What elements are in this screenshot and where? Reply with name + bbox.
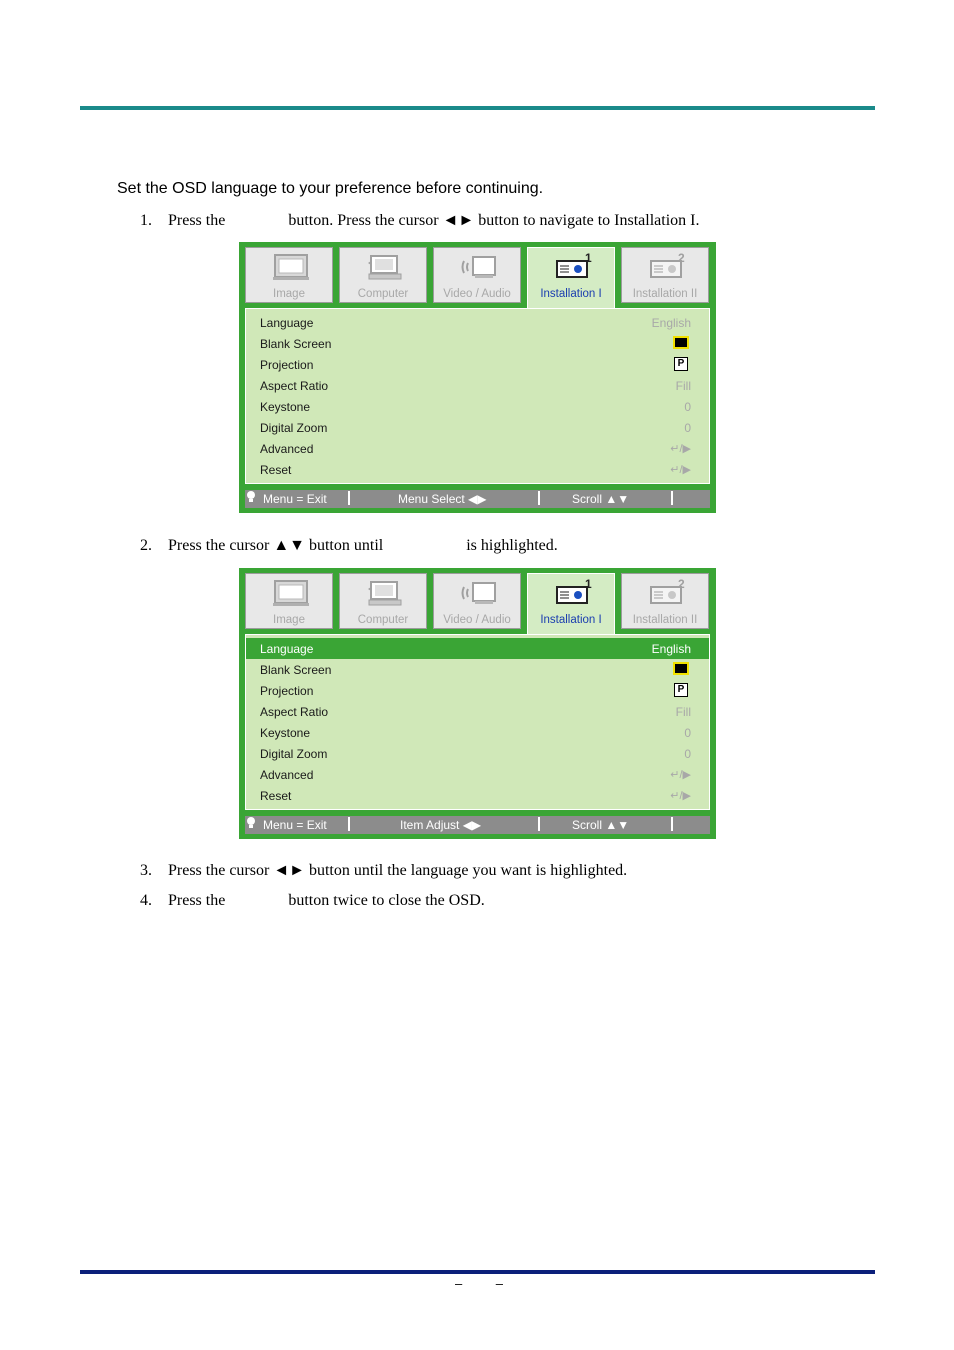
image-icon: [273, 579, 309, 607]
menu-item-value: English: [651, 642, 691, 656]
menu-item-label: Projection: [260, 684, 314, 698]
step-number: 4.: [140, 892, 152, 909]
enter-arrow-icon: ↵/▶: [670, 790, 691, 802]
menu-item-language[interactable]: [246, 638, 709, 659]
footer-scroll-hint: Scroll ▲▼: [572, 818, 630, 832]
step-text-post: is highlighted.: [466, 537, 558, 554]
menu-item-label: Keystone: [260, 400, 311, 414]
enter-arrow-icon: ↵/▶: [670, 769, 691, 781]
footer-exit-hint: Menu = Exit: [263, 818, 327, 832]
step-text-post: button. Press the cursor ◄► button to navigate to Installation I.: [288, 212, 700, 229]
tab-label: Computer: [357, 614, 409, 626]
projection-icon: P: [674, 683, 688, 697]
installation-1-icon: [555, 253, 591, 281]
svg-text:2: 2: [678, 251, 685, 265]
footer-select-hint: Menu Select ◀▶: [398, 492, 487, 506]
video-audio-icon: [461, 579, 497, 607]
menu-item-value: Fill: [675, 379, 691, 393]
enter-arrow-icon: ↵/▶: [670, 443, 691, 455]
computer-icon: [367, 253, 403, 281]
osd-tabs: [245, 573, 710, 635]
menu-item-blank-screen[interactable]: [246, 659, 709, 680]
osd-menu-panel: [245, 308, 710, 484]
menu-item-label: Advanced: [260, 768, 314, 782]
menu-item-value: 0: [684, 747, 691, 761]
installation-2-icon: [649, 579, 685, 607]
menu-item-label: Aspect Ratio: [260, 379, 329, 393]
enter-arrow-icon: ↵/▶: [670, 464, 691, 476]
menu-item-value: 0: [684, 400, 691, 414]
menu-item-projection[interactable]: [246, 680, 709, 701]
menu-item-aspect-ratio[interactable]: [246, 701, 709, 722]
installation-1-icon: [555, 579, 591, 607]
step-number: 2.: [140, 537, 152, 554]
tab-installation-2[interactable]: [621, 573, 709, 629]
menu-item-aspect-ratio[interactable]: [246, 375, 709, 396]
page-number: [455, 1276, 503, 1291]
image-icon: [273, 253, 309, 281]
footer-divider: [538, 817, 540, 831]
tab-computer[interactable]: [339, 573, 427, 629]
computer-icon: [367, 579, 403, 607]
tab-label: Installation II: [632, 614, 698, 626]
tab-image[interactable]: [245, 247, 333, 303]
svg-text:1: 1: [585, 577, 592, 591]
menu-item-digital-zoom[interactable]: [246, 743, 709, 764]
step-number: 3.: [140, 862, 152, 879]
footer-divider: [348, 491, 350, 505]
step-3: [140, 862, 627, 880]
menu-item-label: Blank Screen: [260, 337, 332, 351]
menu-item-label: Digital Zoom: [260, 421, 328, 435]
installation-2-icon: [649, 253, 685, 281]
menu-item-digital-zoom[interactable]: [246, 417, 709, 438]
menu-item-advanced[interactable]: [246, 438, 709, 459]
menu-item-label: Language: [260, 642, 314, 656]
osd-tabs: [245, 247, 710, 309]
osd-menu-panel: [245, 634, 710, 810]
header-rule: [80, 106, 875, 110]
tab-label: Video / Audio: [443, 614, 511, 626]
tab-video-audio[interactable]: [433, 573, 521, 629]
tab-computer[interactable]: [339, 247, 427, 303]
menu-item-label: Reset: [260, 463, 292, 477]
tab-image[interactable]: [245, 573, 333, 629]
tab-installation-1[interactable]: [527, 573, 615, 636]
lightbulb-icon: [245, 816, 257, 829]
menu-item-value: 0: [684, 421, 691, 435]
footer-divider: [671, 491, 673, 505]
osd-menu-language-highlighted: [239, 568, 716, 839]
svg-text:2: 2: [678, 577, 685, 591]
lightbulb-icon: [245, 490, 257, 503]
tab-label: Image: [273, 288, 305, 300]
tab-label: Installation II: [632, 288, 698, 300]
menu-item-value: 0: [684, 726, 691, 740]
tab-installation-2[interactable]: [621, 247, 709, 303]
tab-label: Computer: [357, 288, 409, 300]
tab-label: Installation I: [540, 614, 602, 626]
svg-text:1: 1: [585, 251, 592, 265]
menu-item-reset[interactable]: [246, 785, 709, 806]
step-text-pre: Press the: [168, 892, 226, 909]
menu-item-reset[interactable]: [246, 459, 709, 480]
step-number: 1.: [140, 212, 152, 229]
step-text-pre: Press the cursor ◄► button until the language you want is highlighted.: [168, 862, 628, 879]
video-audio-icon: [461, 253, 497, 281]
footer-divider: [348, 817, 350, 831]
menu-item-label: Aspect Ratio: [260, 705, 329, 719]
step-1: [140, 212, 700, 230]
step-2: [140, 537, 558, 555]
osd-footer: [245, 816, 710, 834]
footer-divider: [538, 491, 540, 505]
step-text-pre: Press the: [168, 212, 226, 229]
menu-item-label: Reset: [260, 789, 292, 803]
menu-item-keystone[interactable]: [246, 722, 709, 743]
menu-item-language[interactable]: [246, 312, 709, 333]
osd-footer: [245, 490, 710, 508]
blank-screen-swatch: [673, 662, 689, 675]
blank-screen-swatch: [673, 336, 689, 349]
menu-item-label: Keystone: [260, 726, 311, 740]
menu-item-label: Blank Screen: [260, 663, 332, 677]
osd-menu-installation: [239, 242, 716, 513]
menu-item-value: English: [651, 316, 691, 330]
menu-item-label: Advanced: [260, 442, 314, 456]
menu-item-value: Fill: [675, 705, 691, 719]
tab-video-audio[interactable]: [433, 247, 521, 303]
page-number-dash: –: [455, 1276, 463, 1291]
step-text-post: button twice to close the OSD.: [288, 892, 485, 909]
menu-item-projection[interactable]: [246, 354, 709, 375]
intro-text: Set the OSD language to your preference before continuing.: [117, 180, 544, 197]
menu-item-label: Projection: [260, 358, 314, 372]
menu-item-label: Digital Zoom: [260, 747, 328, 761]
tab-label: Image: [273, 614, 305, 626]
menu-item-label: Language: [260, 316, 314, 330]
menu-item-blank-screen[interactable]: [246, 333, 709, 354]
page-number-dash: –: [495, 1276, 503, 1291]
menu-item-advanced[interactable]: [246, 764, 709, 785]
footer-adjust-hint: Item Adjust ◀▶: [400, 818, 482, 832]
tab-label: Video / Audio: [443, 288, 511, 300]
tab-label: Installation I: [540, 288, 602, 300]
footer-scroll-hint: Scroll ▲▼: [572, 492, 630, 506]
tab-installation-1[interactable]: [527, 247, 615, 310]
footer-rule: [80, 1270, 875, 1274]
step-text-pre: Press the cursor ▲▼ button until: [168, 537, 384, 554]
menu-item-keystone[interactable]: [246, 396, 709, 417]
footer-exit-hint: Menu = Exit: [263, 492, 327, 506]
step-4: [140, 892, 485, 910]
projection-icon: P: [674, 357, 688, 371]
footer-divider: [671, 817, 673, 831]
